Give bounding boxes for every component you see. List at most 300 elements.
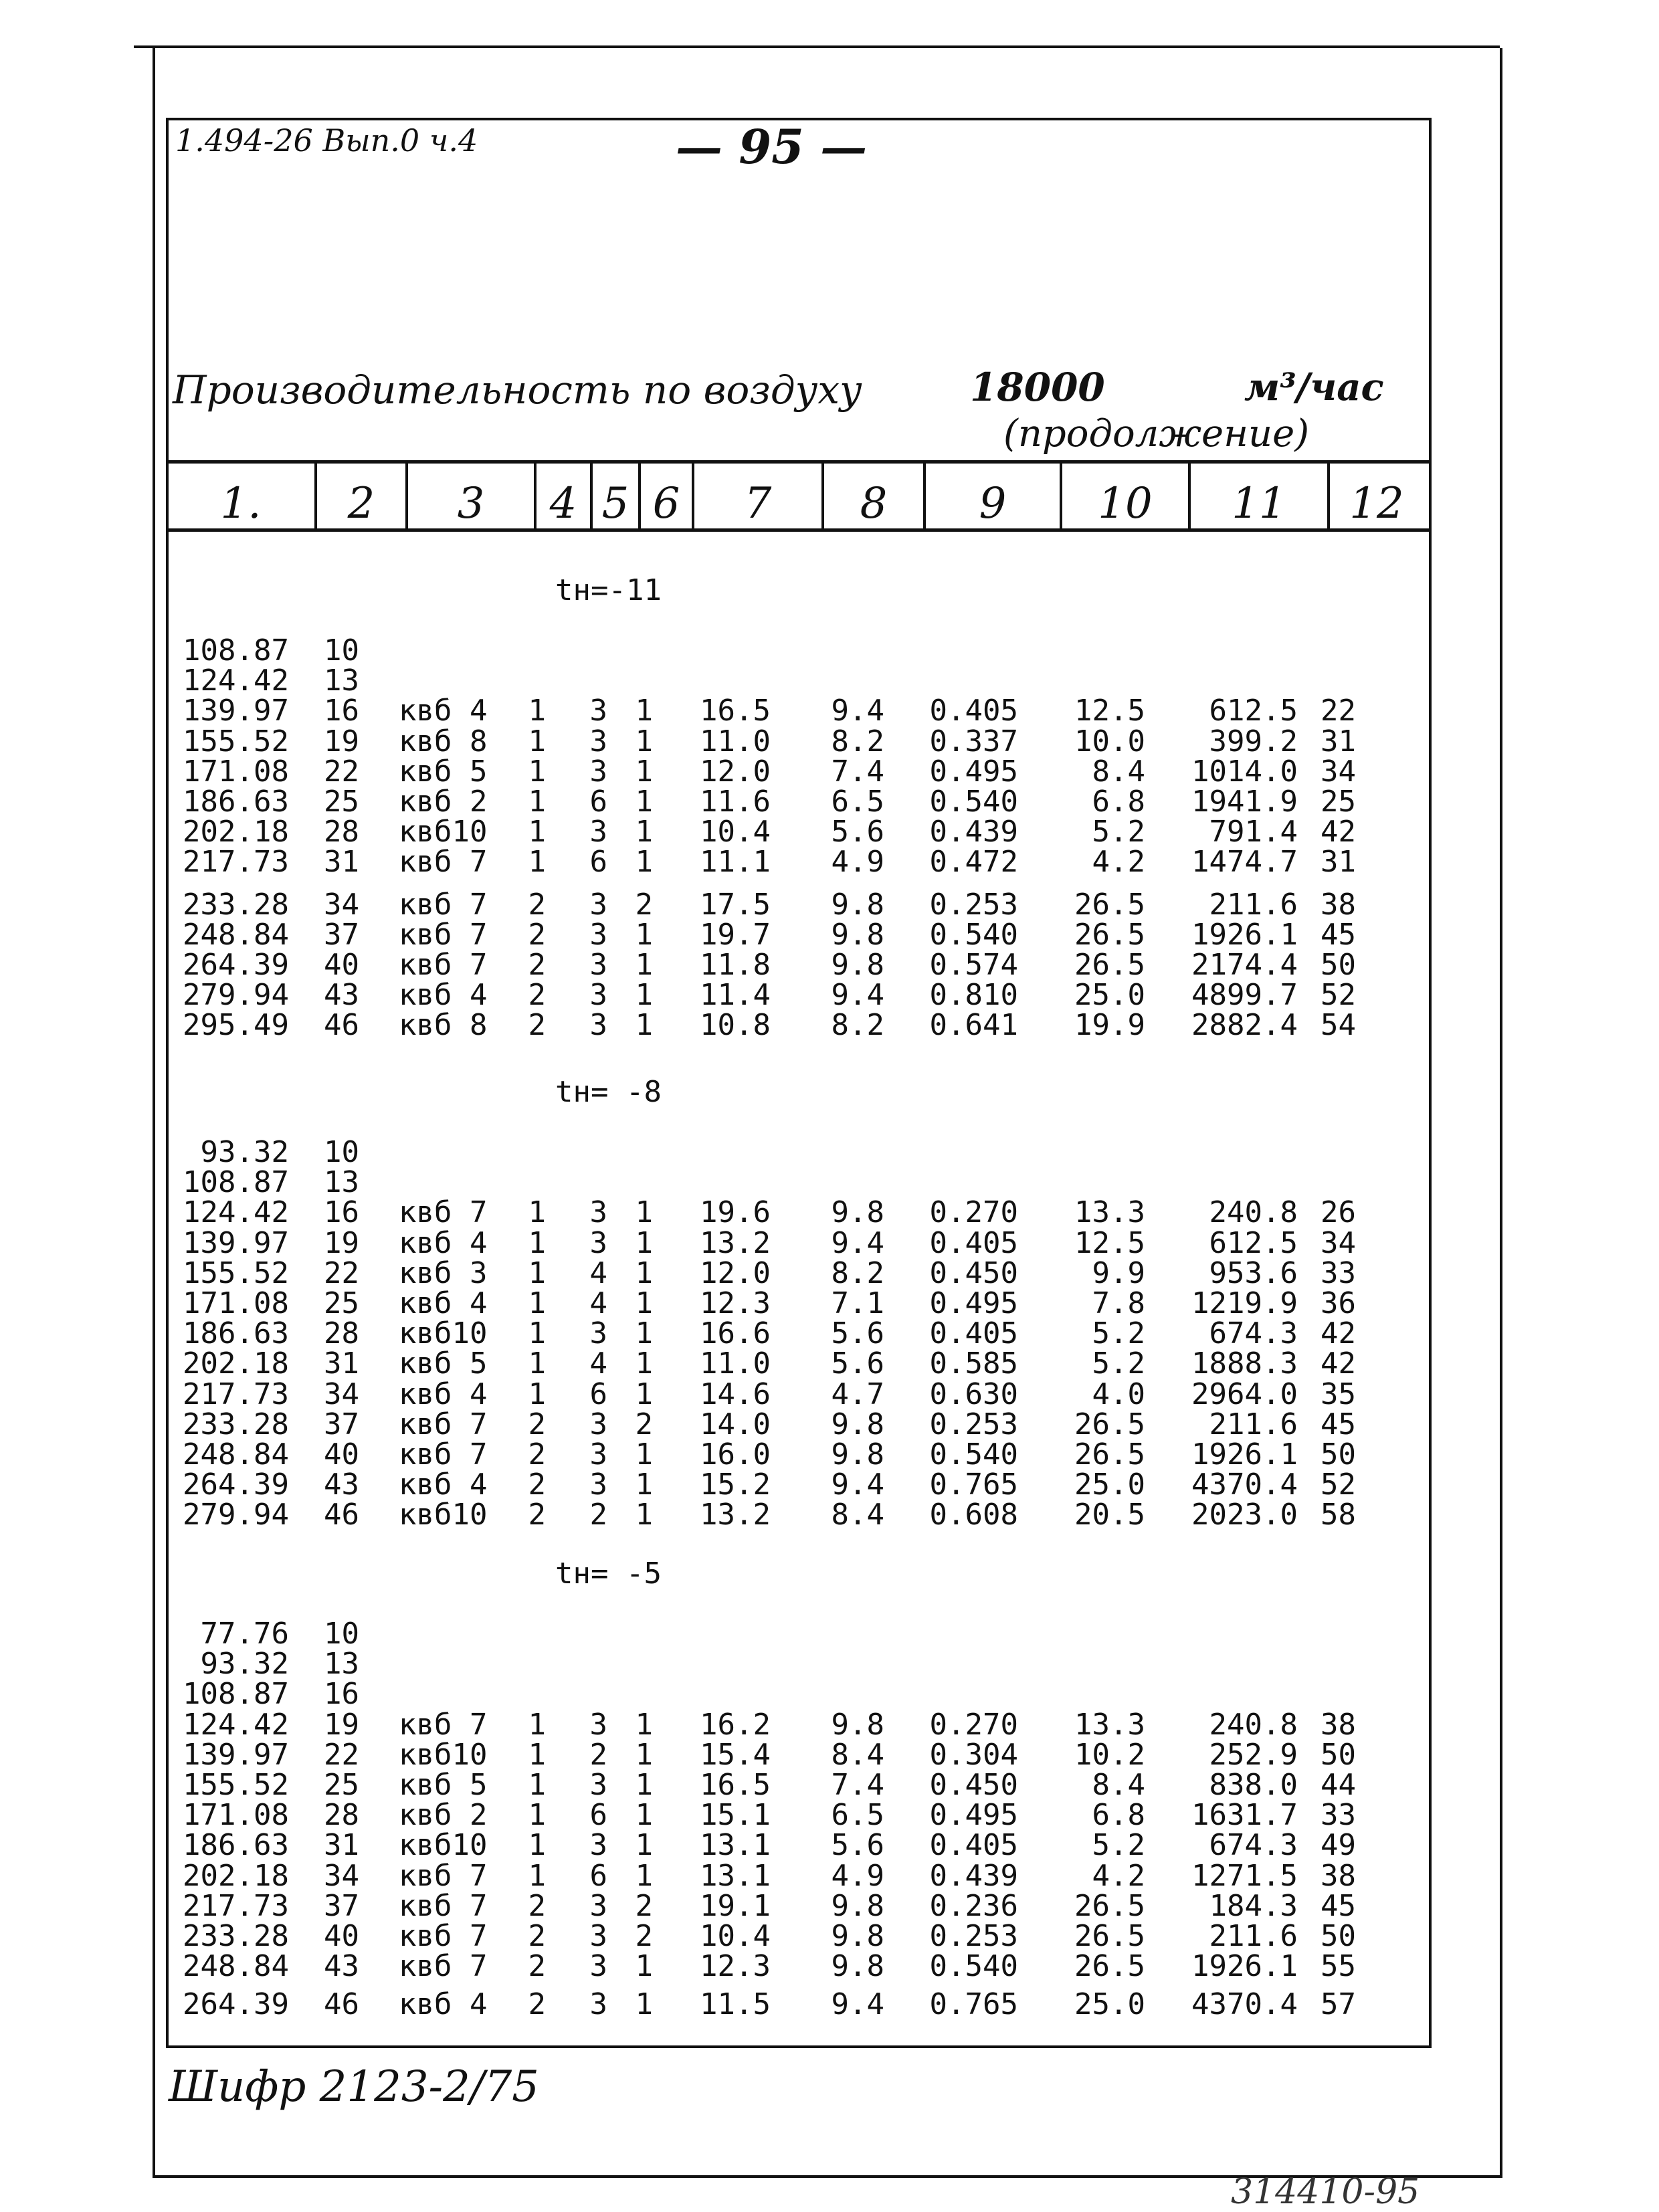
cell-c12: 42 bbox=[1321, 1316, 1356, 1351]
cell-c7: 11.0 bbox=[700, 724, 771, 759]
cell-c4: 1 bbox=[528, 1195, 546, 1230]
cell-c11: 4899.7 bbox=[1191, 978, 1298, 1013]
cell-c10: 13.3 bbox=[1074, 1195, 1145, 1230]
cell-c4: 1 bbox=[528, 1768, 546, 1802]
cell-c5: 4 bbox=[589, 1346, 607, 1381]
cell-c12: 35 bbox=[1321, 1377, 1356, 1411]
cell-c9: 0.405 bbox=[929, 1316, 1018, 1351]
cell-c5: 3 bbox=[589, 887, 607, 922]
cell-c7: 19.6 bbox=[700, 1195, 771, 1230]
cell-flow: 233.28 bbox=[183, 887, 289, 922]
cell-c5: 6 bbox=[589, 1858, 607, 1893]
cell-dt: 37 bbox=[324, 917, 359, 952]
cell-c4: 2 bbox=[528, 1468, 546, 1502]
cell-c11: 2174.4 bbox=[1191, 948, 1298, 982]
cell-dt: 16 bbox=[324, 694, 359, 728]
cell-c12: 31 bbox=[1321, 724, 1356, 759]
cell-flow: 124.42 bbox=[183, 664, 289, 698]
cell-c6: 1 bbox=[635, 1798, 653, 1833]
cell-heater: квб 7 bbox=[399, 1858, 488, 1893]
cell-c7: 15.4 bbox=[700, 1737, 771, 1772]
cell-c12: 38 bbox=[1321, 1707, 1356, 1742]
cell-c12: 33 bbox=[1321, 1798, 1356, 1833]
cell-c7: 14.0 bbox=[700, 1407, 771, 1441]
cell-c9: 0.270 bbox=[929, 1707, 1018, 1742]
cell-c9: 0.405 bbox=[929, 694, 1018, 728]
cell-flow: 124.42 bbox=[183, 1195, 289, 1230]
cell-heater: квб 2 bbox=[399, 1798, 488, 1833]
cell-c6: 2 bbox=[635, 1919, 653, 1953]
cell-flow: 202.18 bbox=[183, 815, 289, 849]
cell-c12: 31 bbox=[1321, 845, 1356, 880]
cell-dt: 34 bbox=[324, 887, 359, 922]
cell-dt: 37 bbox=[324, 1888, 359, 1923]
cell-c7: 16.5 bbox=[700, 1768, 771, 1802]
cell-c9: 0.495 bbox=[929, 754, 1018, 789]
cell-c12: 50 bbox=[1321, 948, 1356, 982]
cell-c6: 1 bbox=[635, 948, 653, 982]
cell-c12: 54 bbox=[1321, 1008, 1356, 1043]
cell-c10: 5.2 bbox=[1092, 1346, 1145, 1381]
stamp-number: 314410-95 bbox=[1231, 2172, 1420, 2212]
cell-c5: 2 bbox=[589, 1498, 607, 1532]
cell-flow: 155.52 bbox=[183, 1768, 289, 1802]
cell-c8: 8.2 bbox=[831, 724, 884, 759]
cell-c4: 2 bbox=[528, 887, 546, 922]
cell-dt: 13 bbox=[324, 664, 359, 698]
cell-c12: 57 bbox=[1321, 1987, 1356, 2022]
cell-c10: 20.5 bbox=[1074, 1498, 1145, 1532]
cell-dt: 16 bbox=[324, 1195, 359, 1230]
cell-c9: 0.304 bbox=[929, 1737, 1018, 1772]
cell-flow: 108.87 bbox=[183, 633, 289, 668]
cell-flow: 295.49 bbox=[183, 1008, 289, 1043]
cell-dt: 16 bbox=[324, 1677, 359, 1712]
cell-c5: 3 bbox=[589, 1828, 607, 1863]
cell-c5: 4 bbox=[589, 1286, 607, 1320]
cell-c6: 1 bbox=[635, 1255, 653, 1290]
cell-flow: 217.73 bbox=[183, 1377, 289, 1411]
cell-c10: 26.5 bbox=[1074, 1407, 1145, 1441]
cell-c7: 16.2 bbox=[700, 1707, 771, 1742]
cell-c7: 11.0 bbox=[700, 1346, 771, 1381]
cell-c10: 26.5 bbox=[1074, 1949, 1145, 1984]
cell-flow: 93.32 bbox=[200, 1135, 289, 1169]
cell-c8: 6.5 bbox=[831, 785, 884, 819]
cell-dt: 40 bbox=[324, 1437, 359, 1472]
cell-dt: 25 bbox=[324, 785, 359, 819]
cell-c11: 1926.1 bbox=[1191, 1949, 1298, 1984]
cell-c10: 6.8 bbox=[1092, 785, 1145, 819]
cell-c5: 3 bbox=[589, 1987, 607, 2022]
cell-c12: 25 bbox=[1321, 785, 1356, 819]
cell-c11: 1474.7 bbox=[1191, 845, 1298, 880]
cell-flow: 171.08 bbox=[183, 1798, 289, 1833]
cell-c4: 1 bbox=[528, 815, 546, 849]
cell-c9: 0.540 bbox=[929, 1949, 1018, 1984]
cell-c11: 1926.1 bbox=[1191, 1437, 1298, 1472]
cell-c7: 16.0 bbox=[700, 1437, 771, 1472]
cell-c5: 3 bbox=[589, 1707, 607, 1742]
cell-c5: 3 bbox=[589, 754, 607, 789]
col-header-11: 11 bbox=[1232, 479, 1286, 528]
cell-c8: 9.8 bbox=[831, 948, 884, 982]
cell-dt: 37 bbox=[324, 1407, 359, 1441]
cell-c10: 8.4 bbox=[1092, 754, 1145, 789]
cell-c12: 45 bbox=[1321, 917, 1356, 952]
cell-c6: 1 bbox=[635, 1737, 653, 1772]
cell-c11: 2023.0 bbox=[1191, 1498, 1298, 1532]
cell-c7: 11.8 bbox=[700, 948, 771, 982]
cell-c10: 9.9 bbox=[1092, 1255, 1145, 1290]
cell-c11: 1271.5 bbox=[1191, 1858, 1298, 1893]
cell-c8: 8.4 bbox=[831, 1498, 884, 1532]
cell-flow: 264.39 bbox=[183, 948, 289, 982]
cell-dt: 43 bbox=[324, 1949, 359, 1984]
cell-c10: 26.5 bbox=[1074, 948, 1145, 982]
cell-c12: 50 bbox=[1321, 1437, 1356, 1472]
cell-dt: 10 bbox=[324, 633, 359, 668]
cell-c6: 1 bbox=[635, 1707, 653, 1742]
cell-flow: 155.52 bbox=[183, 724, 289, 759]
cell-c9: 0.641 bbox=[929, 1008, 1018, 1043]
cell-c9: 0.540 bbox=[929, 785, 1018, 819]
cell-c10: 26.5 bbox=[1074, 887, 1145, 922]
cell-c4: 1 bbox=[528, 1346, 546, 1381]
cell-c9: 0.630 bbox=[929, 1377, 1018, 1411]
cell-dt: 34 bbox=[324, 1858, 359, 1893]
cell-c8: 9.8 bbox=[831, 1437, 884, 1472]
col-header-7: 7 bbox=[744, 479, 772, 528]
cell-heater: квб 4 bbox=[399, 1987, 488, 2022]
cell-flow: 139.97 bbox=[183, 694, 289, 728]
cell-heater: квб 8 bbox=[399, 724, 488, 759]
cell-c8: 9.8 bbox=[831, 1919, 884, 1953]
cell-c12: 52 bbox=[1321, 978, 1356, 1013]
cell-dt: 43 bbox=[324, 1468, 359, 1502]
cell-c8: 9.8 bbox=[831, 1707, 884, 1742]
cell-c10: 26.5 bbox=[1074, 1919, 1145, 1953]
cell-c7: 12.0 bbox=[700, 1255, 771, 1290]
cell-c9: 0.337 bbox=[929, 724, 1018, 759]
cell-c6: 1 bbox=[635, 1008, 653, 1043]
cell-c12: 26 bbox=[1321, 1195, 1356, 1230]
col-header-8: 8 bbox=[860, 479, 888, 528]
cell-c10: 5.2 bbox=[1092, 1828, 1145, 1863]
cell-flow: 93.32 bbox=[200, 1647, 289, 1682]
cell-c8: 7.4 bbox=[831, 754, 884, 789]
cell-c4: 2 bbox=[528, 1407, 546, 1441]
cell-heater: квб 5 bbox=[399, 1768, 488, 1802]
title-value: 18000 bbox=[970, 365, 1105, 410]
cell-dt: 25 bbox=[324, 1286, 359, 1320]
cell-c5: 3 bbox=[589, 694, 607, 728]
cell-c8: 9.4 bbox=[831, 694, 884, 728]
header-top-rule bbox=[166, 460, 1432, 464]
cell-flow: 279.94 bbox=[183, 1498, 289, 1532]
cell-c12: 38 bbox=[1321, 1858, 1356, 1893]
cell-c12: 50 bbox=[1321, 1737, 1356, 1772]
cell-heater: квб 8 bbox=[399, 1008, 488, 1043]
cell-dt: 10 bbox=[324, 1617, 359, 1651]
cell-dt: 46 bbox=[324, 1987, 359, 2022]
cell-heater: квб 4 bbox=[399, 1225, 488, 1260]
cell-c11: 1219.9 bbox=[1191, 1286, 1298, 1320]
cell-c12: 36 bbox=[1321, 1286, 1356, 1320]
cell-flow: 248.84 bbox=[183, 1949, 289, 1984]
cell-c7: 13.1 bbox=[700, 1858, 771, 1893]
cell-c5: 3 bbox=[589, 815, 607, 849]
cell-c5: 6 bbox=[589, 1798, 607, 1833]
doc-code: 1.494-26 Вып.0 ч.4 bbox=[175, 122, 478, 159]
cell-c8: 9.4 bbox=[831, 1987, 884, 2022]
cell-c6: 1 bbox=[635, 1987, 653, 2022]
cell-heater: квб 7 bbox=[399, 1888, 488, 1923]
cell-c11: 674.3 bbox=[1209, 1316, 1298, 1351]
cell-c10: 13.3 bbox=[1074, 1707, 1145, 1742]
cell-c7: 12.3 bbox=[700, 1949, 771, 1984]
cell-c8: 9.8 bbox=[831, 887, 884, 922]
cell-flow: 233.28 bbox=[183, 1919, 289, 1953]
cell-c9: 0.405 bbox=[929, 1828, 1018, 1863]
cell-c12: 52 bbox=[1321, 1468, 1356, 1502]
cell-dt: 22 bbox=[324, 754, 359, 789]
cell-heater: квб 7 bbox=[399, 1949, 488, 1984]
cell-c4: 2 bbox=[528, 1888, 546, 1923]
cell-c4: 2 bbox=[528, 1987, 546, 2022]
cell-c6: 2 bbox=[635, 1407, 653, 1441]
cell-c11: 4370.4 bbox=[1191, 1987, 1298, 2022]
cell-flow: 217.73 bbox=[183, 845, 289, 880]
cell-c11: 1631.7 bbox=[1191, 1798, 1298, 1833]
cell-c6: 1 bbox=[635, 1437, 653, 1472]
cell-c4: 2 bbox=[528, 948, 546, 982]
cell-heater: квб10 bbox=[399, 1316, 488, 1351]
cell-c11: 252.9 bbox=[1209, 1737, 1298, 1772]
cell-c5: 3 bbox=[589, 978, 607, 1013]
cell-c4: 1 bbox=[528, 1737, 546, 1772]
cell-c11: 612.5 bbox=[1209, 694, 1298, 728]
cell-heater: квб10 bbox=[399, 1828, 488, 1863]
cell-c8: 4.9 bbox=[831, 1858, 884, 1893]
cell-c11: 211.6 bbox=[1209, 1407, 1298, 1441]
cell-c6: 1 bbox=[635, 1346, 653, 1381]
cell-c12: 58 bbox=[1321, 1498, 1356, 1532]
cell-dt: 19 bbox=[324, 1225, 359, 1260]
cell-flow: 186.63 bbox=[183, 785, 289, 819]
cell-dt: 28 bbox=[324, 815, 359, 849]
cell-dt: 28 bbox=[324, 1316, 359, 1351]
cell-heater: квб 7 bbox=[399, 845, 488, 880]
cell-c5: 3 bbox=[589, 917, 607, 952]
cell-c5: 6 bbox=[589, 1377, 607, 1411]
cipher-label: Шифр 2123-2/75 bbox=[169, 2062, 539, 2112]
cell-c11: 612.5 bbox=[1209, 1225, 1298, 1260]
cell-c12: 45 bbox=[1321, 1407, 1356, 1441]
cell-c9: 0.495 bbox=[929, 1286, 1018, 1320]
cell-c9: 0.540 bbox=[929, 1437, 1018, 1472]
cell-c10: 25.0 bbox=[1074, 1468, 1145, 1502]
cell-flow: 202.18 bbox=[183, 1858, 289, 1893]
cell-c7: 13.1 bbox=[700, 1828, 771, 1863]
cell-heater: квб 7 bbox=[399, 1437, 488, 1472]
cell-c8: 9.8 bbox=[831, 1888, 884, 1923]
cell-heater: квб 7 bbox=[399, 1407, 488, 1441]
cell-heater: квб10 bbox=[399, 815, 488, 849]
cell-c4: 1 bbox=[528, 694, 546, 728]
cell-c9: 0.439 bbox=[929, 1858, 1018, 1893]
cell-flow: 108.87 bbox=[183, 1677, 289, 1712]
cell-c4: 1 bbox=[528, 724, 546, 759]
cell-c12: 38 bbox=[1321, 887, 1356, 922]
cell-c5: 3 bbox=[589, 1468, 607, 1502]
cell-c11: 1888.3 bbox=[1191, 1346, 1298, 1381]
cell-c9: 0.450 bbox=[929, 1768, 1018, 1802]
cell-c9: 0.472 bbox=[929, 845, 1018, 880]
cell-c8: 8.4 bbox=[831, 1737, 884, 1772]
cell-c10: 8.4 bbox=[1092, 1768, 1145, 1802]
cell-c7: 19.7 bbox=[700, 917, 771, 952]
cell-flow: 171.08 bbox=[183, 754, 289, 789]
cell-c7: 11.6 bbox=[700, 785, 771, 819]
title-text: Производительность по воздуху bbox=[173, 367, 862, 413]
cell-c6: 1 bbox=[635, 1286, 653, 1320]
cell-c5: 4 bbox=[589, 1255, 607, 1290]
cell-c7: 12.3 bbox=[700, 1286, 771, 1320]
cell-c11: 1926.1 bbox=[1191, 917, 1298, 952]
cell-heater: квб10 bbox=[399, 1737, 488, 1772]
cell-c4: 2 bbox=[528, 1919, 546, 1953]
cell-c4: 2 bbox=[528, 978, 546, 1013]
cell-c10: 26.5 bbox=[1074, 917, 1145, 952]
cell-c11: 791.4 bbox=[1209, 815, 1298, 849]
cell-c4: 1 bbox=[528, 1225, 546, 1260]
cell-dt: 31 bbox=[324, 845, 359, 880]
cell-c7: 13.2 bbox=[700, 1225, 771, 1260]
cell-flow: 139.97 bbox=[183, 1225, 289, 1260]
col-header-12: 12 bbox=[1349, 479, 1404, 528]
cell-c10: 12.5 bbox=[1074, 694, 1145, 728]
cell-c8: 9.8 bbox=[831, 1195, 884, 1230]
cell-c7: 15.1 bbox=[700, 1798, 771, 1833]
cell-flow: 108.87 bbox=[183, 1165, 289, 1200]
cell-c6: 1 bbox=[635, 1468, 653, 1502]
cell-dt: 40 bbox=[324, 948, 359, 982]
cell-c8: 8.2 bbox=[831, 1255, 884, 1290]
cell-dt: 22 bbox=[324, 1255, 359, 1290]
cell-c8: 9.8 bbox=[831, 917, 884, 952]
cell-c4: 2 bbox=[528, 1008, 546, 1043]
col-header-2: 2 bbox=[347, 479, 375, 528]
cell-c9: 0.810 bbox=[929, 978, 1018, 1013]
cell-c10: 25.0 bbox=[1074, 978, 1145, 1013]
cell-c6: 1 bbox=[635, 1828, 653, 1863]
cell-c6: 1 bbox=[635, 754, 653, 789]
cell-flow: 217.73 bbox=[183, 1888, 289, 1923]
cell-flow: 139.97 bbox=[183, 1737, 289, 1772]
cell-c9: 0.405 bbox=[929, 1225, 1018, 1260]
top-rule bbox=[134, 45, 1500, 48]
cell-c10: 10.0 bbox=[1074, 724, 1145, 759]
cell-heater: квб 4 bbox=[399, 694, 488, 728]
cell-flow: 155.52 bbox=[183, 1255, 289, 1290]
cell-c9: 0.540 bbox=[929, 917, 1018, 952]
cell-c5: 3 bbox=[589, 1008, 607, 1043]
cell-heater: квб 2 bbox=[399, 785, 488, 819]
cell-c9: 0.608 bbox=[929, 1498, 1018, 1532]
cell-heater: квб 7 bbox=[399, 917, 488, 952]
cell-c7: 12.0 bbox=[700, 754, 771, 789]
cell-c4: 1 bbox=[528, 1316, 546, 1351]
cell-heater: квб 7 bbox=[399, 948, 488, 982]
cell-c5: 2 bbox=[589, 1737, 607, 1772]
title-unit: м³/час bbox=[1244, 365, 1384, 409]
cell-flow: 248.84 bbox=[183, 917, 289, 952]
cell-c12: 45 bbox=[1321, 1888, 1356, 1923]
cell-c4: 1 bbox=[528, 845, 546, 880]
cell-c7: 17.5 bbox=[700, 887, 771, 922]
cell-c7: 10.4 bbox=[700, 815, 771, 849]
cell-c6: 1 bbox=[635, 1225, 653, 1260]
cell-c6: 1 bbox=[635, 845, 653, 880]
cell-c5: 3 bbox=[589, 1316, 607, 1351]
cell-dt: 13 bbox=[324, 1165, 359, 1200]
cell-c6: 1 bbox=[635, 1768, 653, 1802]
section-label: tн=-11 bbox=[555, 573, 662, 607]
cell-c9: 0.585 bbox=[929, 1346, 1018, 1381]
section-label: tн= -5 bbox=[555, 1556, 662, 1591]
cell-c8: 9.4 bbox=[831, 978, 884, 1013]
cell-c5: 3 bbox=[589, 724, 607, 759]
cell-c6: 1 bbox=[635, 1316, 653, 1351]
cell-flow: 186.63 bbox=[183, 1828, 289, 1863]
cell-c5: 3 bbox=[589, 1888, 607, 1923]
page-number: — 95 — bbox=[676, 119, 868, 175]
cell-dt: 46 bbox=[324, 1498, 359, 1532]
cell-c11: 674.3 bbox=[1209, 1828, 1298, 1863]
cell-c4: 1 bbox=[528, 1255, 546, 1290]
cell-c4: 2 bbox=[528, 917, 546, 952]
cell-c11: 1941.9 bbox=[1191, 785, 1298, 819]
cell-c9: 0.253 bbox=[929, 1407, 1018, 1441]
cell-c6: 1 bbox=[635, 724, 653, 759]
cell-c9: 0.270 bbox=[929, 1195, 1018, 1230]
cell-c5: 3 bbox=[589, 1195, 607, 1230]
cell-c11: 399.2 bbox=[1209, 724, 1298, 759]
cell-c4: 2 bbox=[528, 1437, 546, 1472]
cell-c12: 34 bbox=[1321, 754, 1356, 789]
cell-c6: 1 bbox=[635, 1377, 653, 1411]
cell-heater: квб 7 bbox=[399, 1195, 488, 1230]
cell-dt: 40 bbox=[324, 1919, 359, 1953]
cell-heater: квб 7 bbox=[399, 1707, 488, 1742]
cell-c4: 1 bbox=[528, 1798, 546, 1833]
cell-c12: 33 bbox=[1321, 1255, 1356, 1290]
cell-c6: 1 bbox=[635, 1949, 653, 1984]
cell-c10: 5.2 bbox=[1092, 815, 1145, 849]
col-header-4: 4 bbox=[549, 479, 577, 528]
cell-c12: 34 bbox=[1321, 1225, 1356, 1260]
cell-c9: 0.765 bbox=[929, 1987, 1018, 2022]
cell-dt: 19 bbox=[324, 724, 359, 759]
cell-dt: 46 bbox=[324, 1008, 359, 1043]
cell-dt: 43 bbox=[324, 978, 359, 1013]
cell-c11: 2964.0 bbox=[1191, 1377, 1298, 1411]
cell-c9: 0.253 bbox=[929, 1919, 1018, 1953]
cell-c6: 1 bbox=[635, 694, 653, 728]
cell-c6: 1 bbox=[635, 815, 653, 849]
cell-flow: 202.18 bbox=[183, 1346, 289, 1381]
